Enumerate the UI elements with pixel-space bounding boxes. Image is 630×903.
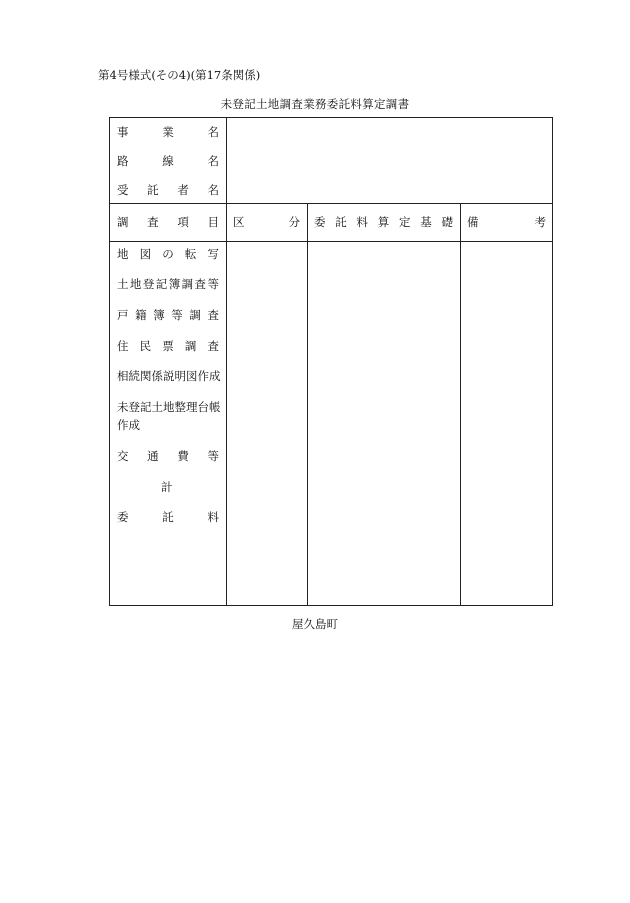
label-char: 受 (117, 183, 129, 197)
label-char: 作 (197, 369, 209, 383)
label-char: 図 (186, 369, 198, 383)
label-char: 考 (534, 215, 546, 229)
label-char: 礎 (441, 215, 453, 229)
column-header-item (117, 214, 219, 230)
label-char: 民 (139, 339, 152, 353)
label-char: 関 (140, 369, 152, 383)
label-char: 説 (163, 369, 175, 383)
column-header-remarks (467, 214, 546, 230)
label-char: 簿 (168, 277, 181, 291)
item-resident-card (117, 338, 219, 354)
label-char: 分 (288, 215, 300, 229)
header-divider-bottom (109, 241, 553, 242)
label-char: 料 (207, 510, 219, 524)
label-char: 地 (129, 277, 142, 291)
label-char: 登 (128, 400, 140, 414)
label-char: 交 (117, 449, 129, 463)
label-char: 写 (207, 247, 219, 261)
label-char: 名 (207, 154, 219, 168)
label-char: 託 (147, 183, 159, 197)
label-char: 業 (162, 125, 174, 139)
label-char: 目 (207, 215, 219, 229)
label-char: 整 (174, 400, 186, 414)
label-char: 住 (117, 339, 129, 353)
header-divider-top (109, 203, 553, 204)
label-char: 査 (147, 215, 159, 229)
label-char: 記 (140, 400, 152, 414)
contractor-name-label (117, 182, 219, 198)
label-char: 簿 (153, 308, 165, 322)
label-char: 土 (117, 277, 129, 291)
label-char: 未 (117, 400, 129, 414)
label-char: 転 (184, 247, 197, 261)
label-char: 委 (117, 510, 129, 524)
label-char: 明 (174, 369, 186, 383)
label-char: 調 (181, 277, 194, 291)
basis-column-divider (460, 203, 461, 606)
label-char: 票 (162, 339, 174, 353)
label-char: 地 (117, 247, 129, 261)
label-column-divider (226, 117, 227, 606)
document-title: 未登記土地調査業務委託料算定調書 (220, 97, 410, 111)
label-char: 登 (142, 277, 155, 291)
label-char: 土 (151, 400, 163, 414)
label-char: 図 (139, 247, 152, 261)
label-char: 籍 (135, 308, 147, 322)
label-char: 記 (155, 277, 168, 291)
label-char: 査 (194, 277, 207, 291)
label-char: 続 (128, 369, 140, 383)
label-char: 託 (335, 215, 347, 229)
label-char: 台 (197, 400, 209, 414)
label-char: 託 (162, 510, 174, 524)
route-name-label (117, 153, 219, 169)
column-header-category (233, 214, 300, 230)
label-char: 調 (184, 339, 197, 353)
item-map-transfer (117, 246, 219, 262)
item-ledger-line2: 作成 (117, 418, 140, 432)
label-char: 名 (207, 183, 219, 197)
column-header-basis (314, 214, 453, 230)
category-column-divider (307, 203, 308, 606)
label-char: 帳 (209, 400, 221, 414)
label-char: 料 (356, 215, 368, 229)
label-char: 等 (207, 449, 219, 463)
label-char: 区 (233, 215, 245, 229)
label-char: 通 (147, 449, 159, 463)
label-char: 査 (207, 308, 219, 322)
municipality-name: 屋久島町 (292, 617, 338, 631)
item-commission (117, 509, 219, 525)
form-number-label: 第4号様式(その4)(第17条関係) (98, 68, 261, 82)
label-char: 調 (189, 308, 201, 322)
label-char: 委 (314, 215, 326, 229)
label-char: 線 (162, 154, 174, 168)
label-char: 者 (177, 183, 189, 197)
item-subtotal: 計 (161, 480, 173, 494)
label-char: 係 (151, 369, 163, 383)
item-transport (117, 448, 219, 464)
label-char: 費 (177, 449, 189, 463)
label-char: 名 (207, 125, 219, 139)
label-char: 査 (207, 339, 219, 353)
label-char: 理 (186, 400, 198, 414)
label-char: 等 (207, 277, 219, 291)
label-char: 地 (163, 400, 175, 414)
item-ledger-line1 (117, 399, 219, 415)
label-char: 成 (209, 369, 221, 383)
label-char: 備 (467, 215, 479, 229)
label-char: 定 (399, 215, 411, 229)
item-inheritance-diagram (117, 368, 219, 384)
label-char: 相 (117, 369, 129, 383)
label-char: 等 (171, 308, 183, 322)
label-char: 路 (117, 154, 129, 168)
label-char: の (162, 247, 174, 261)
item-family-register (117, 307, 219, 323)
label-char: 基 (420, 215, 432, 229)
label-char: 項 (177, 215, 189, 229)
label-char: 調 (117, 215, 129, 229)
item-land-registry (117, 276, 219, 292)
label-char: 事 (117, 125, 129, 139)
project-name-label (117, 124, 219, 140)
label-char: 算 (377, 215, 390, 229)
label-char: 戸 (117, 308, 129, 322)
